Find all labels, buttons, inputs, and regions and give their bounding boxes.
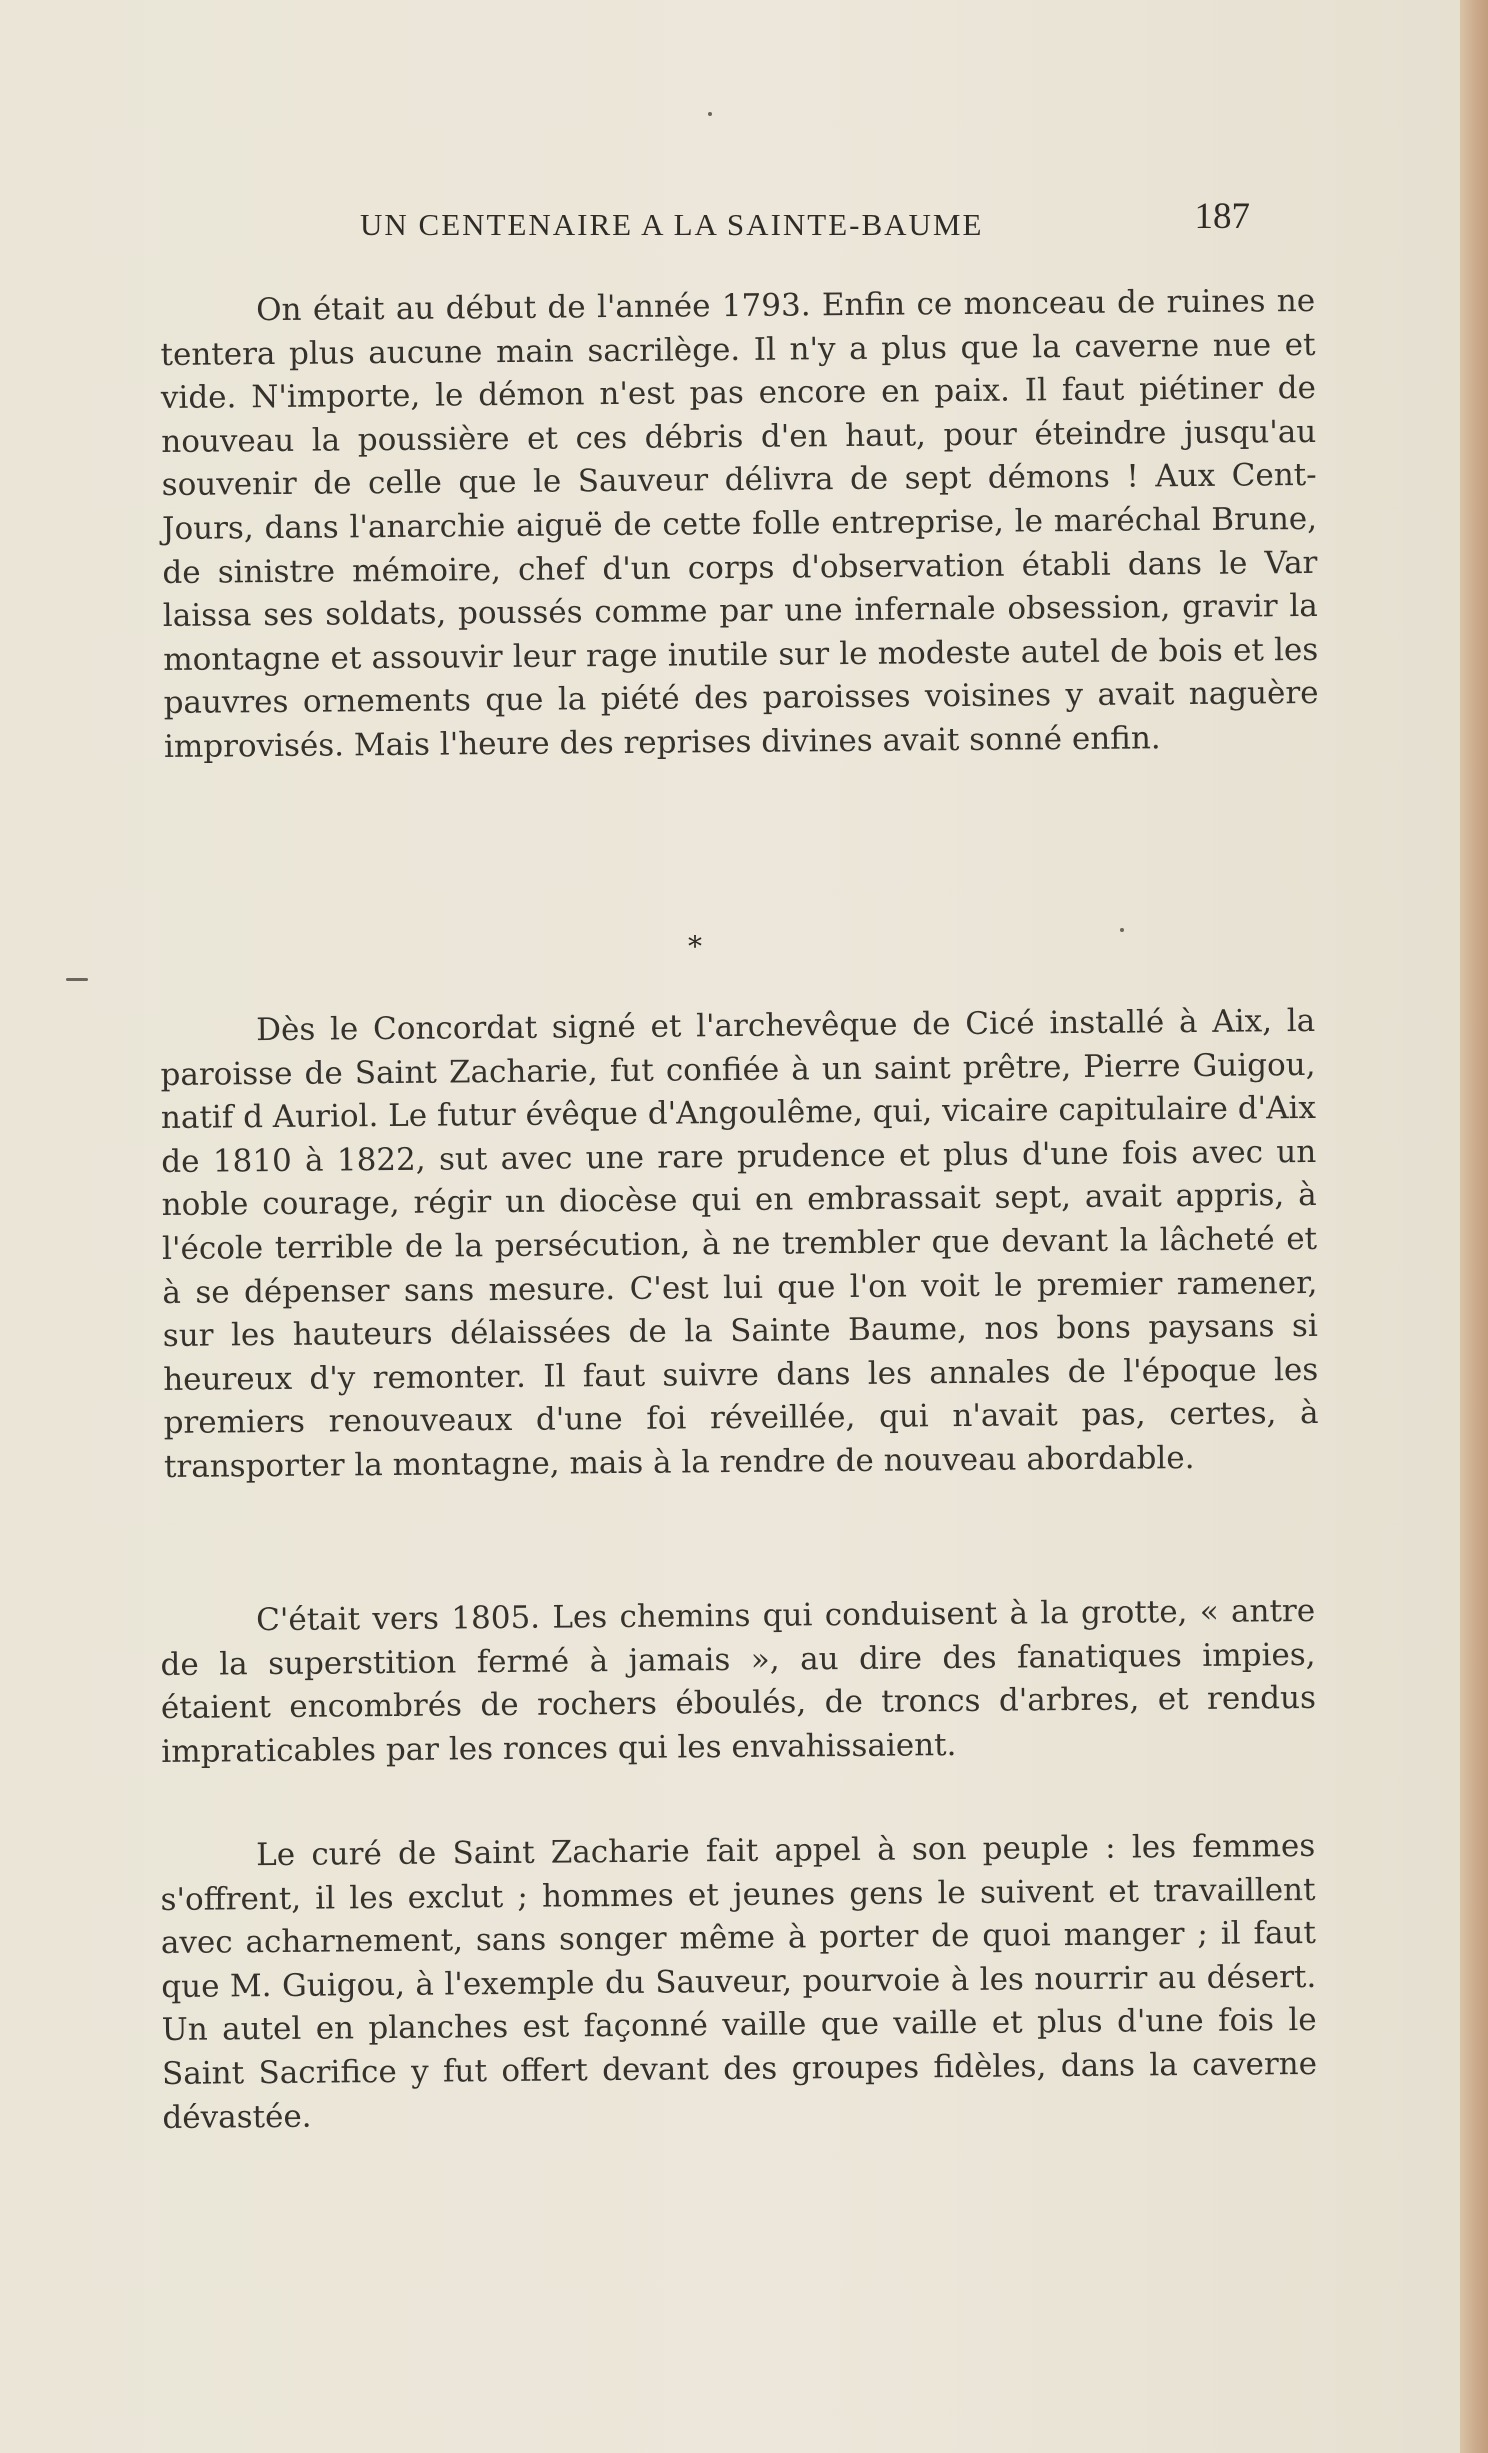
- paper-speck: [1120, 928, 1124, 932]
- section-separator: *: [688, 930, 702, 963]
- paragraph: C'était vers 1805. Les chemins qui conduisent à la grotte, « antre de la superstition fermé à jamais », au dire des fanatiques impies, étaient encombrés de rochers éboulés, de troncs d'arbres, et rendus impraticables par les ronces qui les envahissaient.: [160, 1592, 1317, 1770]
- paragraph: Le curé de Saint Zacharie fait appel à son peuple : les femmes s'offrent, il les exclut ; hommes et jeunes gens le suivent et travaillent avec acharnement, sans songer même à porter de quoi manger ; il faut que M. Guigou, à l'exemple du Sauveur, pourvoie à les nourrir au désert. Un autel en planches est façonné vaille que vaille et plus d'une fois le Saint Sacrifice y fut offert devant des groupes fidèles, dans la caverne dévastée.: [160, 1827, 1318, 2136]
- paper-mark: [66, 978, 88, 981]
- paper-speck: [708, 112, 712, 116]
- running-title: UN CENTENAIRE A LA SAINTE-BAUME: [360, 207, 984, 242]
- paragraph-block-4: [160, 1825, 1318, 2140]
- page-edge: [1460, 0, 1488, 2453]
- running-head: [330, 195, 1250, 255]
- paragraph-block-1: [160, 280, 1319, 770]
- paragraph: Dès le Concordat signé et l'archevêque de Cicé installé à Aix, la paroisse de Saint Zacharie, fut confiée à un saint prêtre, Pierre Guigou, natif d Auriol. Le futur évêque d'Angoulême, qui, vicaire capitulaire d'Aix de 1810 à 1822, sut avec une rare prudence et plus d'une fois avec un noble courage, régir un diocèse qui en embrassait sept, avait appris, à l'école terrible de la persécution, à ne trembler que devant la lâcheté et à se dépenser sans mesure. C'est lui que l'on voit le premier ramener, sur les hauteurs délaissées de la Sainte Baume, nos bons paysans si heureux d'y remonter. Il faut suivre dans les annales de l'époque les premiers renouveaux d'une foi réveillée, qui n'avait pas, certes, à transporter la montagne, mais à la rendre de nouveau abordable.: [160, 1002, 1319, 1485]
- paragraph-block-3: [160, 1590, 1316, 1774]
- paragraph-block-2: [160, 1000, 1319, 1490]
- paragraph: On était au début de l'année 1793. Enfin ce monceau de ruines ne tentera plus aucune main sacrilège. Il n'y a plus que la caverne nue et vide. N'importe, le démon n'est pas encore en paix. Il faut piétiner de nouveau la poussière et ces débris d'en haut, pour éteindre jusqu'au souvenir de celle que le Sauveur délivra de sept démons ! Aux Cent-Jours, dans l'anarchie aiguë de cette folle entreprise, le maréchal Brune, de sinistre mémoire, chef d'un corps d'observation établi dans le Var laissa ses soldats, poussés comme par une infernale obsession, gravir la montagne et assouvir leur rage inutile sur le modeste autel de bois et les pauvres ornements que la piété des paroisses voisines y avait naguère improvisés. Mais l'heure des reprises divines avait sonné enfin.: [160, 282, 1319, 765]
- page-number: 187: [1194, 196, 1250, 237]
